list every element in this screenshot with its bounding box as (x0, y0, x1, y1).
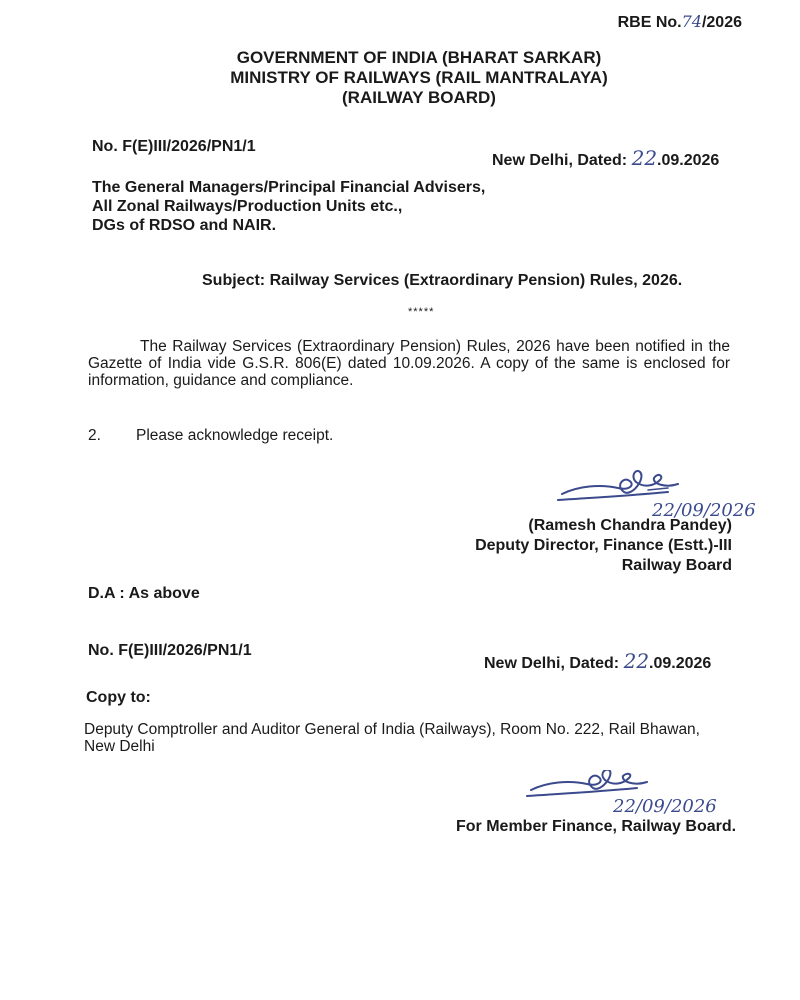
rbe-prefix: RBE No. (617, 14, 682, 31)
paragraph-2-text: Please acknowledge receipt. (136, 427, 334, 444)
copy-recipient: Deputy Comptroller and Auditor General of India (Railways), Room No. 222, Rail Bhawan, New Delhi (84, 721, 700, 755)
body-paragraph-1 (88, 338, 730, 389)
letterhead (0, 48, 800, 108)
paragraph-2-number: 2. (88, 427, 101, 444)
signature-date-2: 22/09/2026 (613, 796, 717, 817)
signatory-office: Railway Board (621, 557, 732, 574)
addressee-block (92, 178, 485, 235)
handwritten-signature-2 (525, 770, 735, 820)
copy-to-heading: Copy to: (86, 689, 151, 706)
copy-reference-number: No. F(E)III/2026/PN1/1 (88, 642, 252, 659)
letterhead-government: GOVERNMENT OF INDIA (BHARAT SARKAR) (236, 48, 602, 67)
enclosure-note: D.A : As above (88, 585, 200, 602)
body-paragraph-1-text: The Railway Services (Extraordinary Pension) Rules, 2026 have been notified in the Gazette of India vide G.S.R. 806(E) dated 10.09.2026. A copy of the same is enclosed for information, guidance and compliance. (88, 338, 730, 389)
addressee-line: The General Managers/Principal Financial Advisers, (92, 179, 486, 196)
copy-handwritten-day: 22 (623, 649, 650, 673)
signature-date-1: 22/09/2026 (652, 500, 756, 521)
copy-date-suffix: .09.2026 (649, 655, 712, 672)
handwritten-day: 22 (631, 146, 658, 170)
subject-line: Subject: Railway Services (Extraordinary Pension) Rules, 2026. (202, 272, 683, 289)
separator-stars: ***** (408, 306, 435, 318)
letterhead-board: (RAILWAY BOARD) (342, 88, 496, 107)
signatory-name: (Ramesh Chandra Pandey) (528, 517, 732, 534)
rbe-suffix: /2026 (701, 14, 742, 31)
date-prefix: New Delhi, Dated: (492, 152, 628, 169)
reference-number: No. F(E)III/2026/PN1/1 (92, 138, 256, 155)
letter-date (492, 146, 719, 170)
date-suffix: .09.2026 (657, 152, 720, 169)
addressee-line: DGs of RDSO and NAIR. (92, 217, 277, 234)
signatory-designation: Deputy Director, Finance (Estt.)-III (475, 537, 732, 554)
rbe-handwritten-number: 74 (681, 12, 702, 31)
copy-date (484, 649, 711, 673)
signatory-block (475, 516, 732, 576)
letterhead-ministry: MINISTRY OF RAILWAYS (RAIL MANTRALAYA) (230, 68, 608, 87)
copy-date-prefix: New Delhi, Dated: (484, 655, 620, 672)
addressee-line: All Zonal Railways/Production Units etc., (92, 198, 403, 215)
sign-off: For Member Finance, Railway Board. (456, 818, 737, 835)
rbe-number (618, 12, 742, 32)
